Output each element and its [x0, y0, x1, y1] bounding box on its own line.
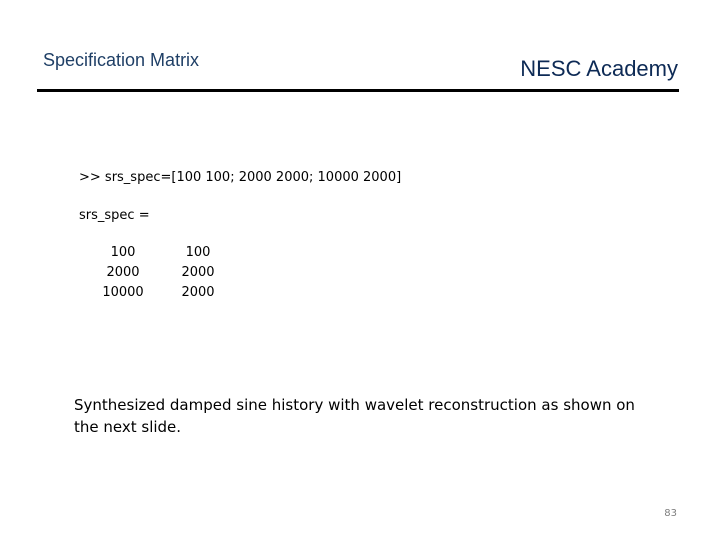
brand-name: NESC Academy [520, 56, 678, 81]
matrix-row [100, 283, 238, 303]
matrix-output [100, 243, 238, 303]
body-paragraph: Synthesized damped sine history with wavelet reconstruction as shown on the next slide. [74, 396, 635, 436]
matrix-row [100, 243, 238, 263]
code-block [79, 168, 401, 226]
matrix-row [100, 263, 238, 283]
matrix-cell: 100 [110, 245, 136, 260]
page-number: 83 [664, 508, 677, 519]
matrix-cell: 100 [185, 245, 211, 260]
code-spacer [79, 188, 401, 206]
slide-title: Specification Matrix [43, 50, 200, 70]
command-line: >> srs_spec=[100 100; 2000 2000; 10000 2000] [79, 170, 402, 185]
matrix-cell: 2000 [181, 265, 215, 280]
matrix-cell: 10000 [102, 285, 144, 300]
matrix-cell: 2000 [106, 265, 140, 280]
matrix-cell: 2000 [181, 285, 215, 300]
variable-echo: srs_spec = [79, 208, 150, 223]
header-divider [37, 89, 679, 92]
